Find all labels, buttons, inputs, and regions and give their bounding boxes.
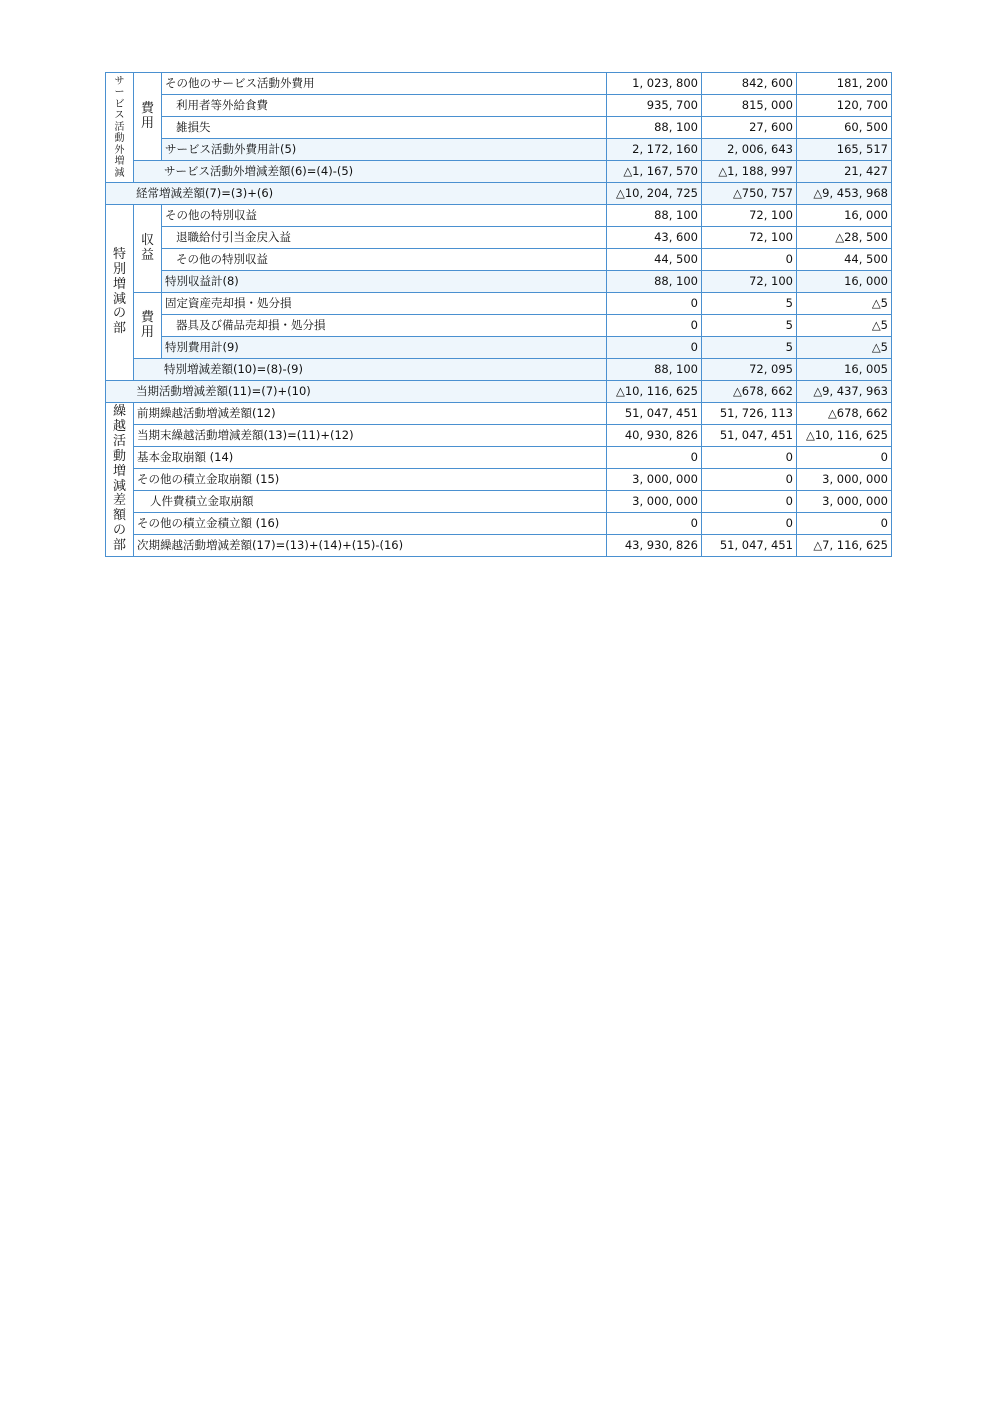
section-nonservice: サ ー ビ ス 活 動 外 増 減 (106, 73, 134, 183)
value-cell-3: △9, 453, 968 (797, 183, 892, 205)
value-cell-2: 51, 726, 113 (702, 403, 797, 425)
value-cell-2: △678, 662 (702, 381, 797, 403)
value-cell-2: 5 (702, 293, 797, 315)
value-cell-3: 16, 000 (797, 205, 892, 227)
value-cell-1: 0 (607, 293, 702, 315)
table-row (106, 249, 892, 271)
value-cell-1: 0 (607, 447, 702, 469)
row-label: サービス活動外増減差額(6)=(4)-(5) (134, 161, 607, 183)
row-label: 特別収益計(8) (162, 271, 607, 293)
value-cell-2: 842, 600 (702, 73, 797, 95)
table-row (106, 469, 892, 491)
value-cell-3: 21, 427 (797, 161, 892, 183)
value-cell-2: 51, 047, 451 (702, 425, 797, 447)
value-cell-3: △678, 662 (797, 403, 892, 425)
value-cell-2: 815, 000 (702, 95, 797, 117)
table-row (106, 95, 892, 117)
value-cell-2: △750, 757 (702, 183, 797, 205)
table-row (106, 161, 892, 183)
value-cell-3: △5 (797, 337, 892, 359)
value-cell-1: 3, 000, 000 (607, 491, 702, 513)
row-label: 固定資産売却損・処分損 (162, 293, 607, 315)
value-cell-3: △28, 500 (797, 227, 892, 249)
group-special-expense: 費 用 (134, 293, 162, 359)
row-label: 特別増減差額(10)=(8)-(9) (134, 359, 607, 381)
value-cell-3: 3, 000, 000 (797, 491, 892, 513)
value-cell-1: 88, 100 (607, 117, 702, 139)
row-label: その他の特別収益 (162, 249, 607, 271)
value-cell-1: 88, 100 (607, 271, 702, 293)
value-cell-3: △7, 116, 625 (797, 535, 892, 557)
table-row (106, 425, 892, 447)
table-row (106, 535, 892, 557)
value-cell-1: △1, 167, 570 (607, 161, 702, 183)
value-cell-2: 5 (702, 315, 797, 337)
section-special: 特 別 増 減 の 部 (106, 205, 134, 381)
value-cell-3: 181, 200 (797, 73, 892, 95)
value-cell-2: 0 (702, 469, 797, 491)
table-row (106, 315, 892, 337)
value-cell-2: 27, 600 (702, 117, 797, 139)
table-row (106, 205, 892, 227)
value-cell-1: 51, 047, 451 (607, 403, 702, 425)
table-row (106, 139, 892, 161)
value-cell-3: 0 (797, 447, 892, 469)
value-cell-1: 2, 172, 160 (607, 139, 702, 161)
value-cell-1: 0 (607, 315, 702, 337)
row-label: 当期活動増減差額(11)=(7)+(10) (106, 381, 607, 403)
value-cell-3: △5 (797, 293, 892, 315)
activity-statement-table (105, 72, 892, 557)
row-label: 人件費積立金取崩額 (134, 491, 607, 513)
value-cell-1: 43, 600 (607, 227, 702, 249)
table-row (106, 403, 892, 425)
row-label: その他の特別収益 (162, 205, 607, 227)
value-cell-1: 40, 930, 826 (607, 425, 702, 447)
value-cell-2: 72, 100 (702, 227, 797, 249)
value-cell-2: 0 (702, 513, 797, 535)
table-row (106, 227, 892, 249)
row-label: 雑損失 (162, 117, 607, 139)
row-label: その他の積立金積立額 (16) (134, 513, 607, 535)
table-row (106, 337, 892, 359)
value-cell-1: △10, 116, 625 (607, 381, 702, 403)
value-cell-1: 43, 930, 826 (607, 535, 702, 557)
value-cell-3: △5 (797, 315, 892, 337)
value-cell-2: 0 (702, 249, 797, 271)
value-cell-1: 44, 500 (607, 249, 702, 271)
value-cell-2: 0 (702, 491, 797, 513)
table-row (106, 381, 892, 403)
value-cell-3: 120, 700 (797, 95, 892, 117)
table-row (106, 271, 892, 293)
value-cell-1: 0 (607, 337, 702, 359)
value-cell-3: 0 (797, 513, 892, 535)
value-cell-1: 88, 100 (607, 205, 702, 227)
row-label: 利用者等外給食費 (162, 95, 607, 117)
value-cell-3: 16, 005 (797, 359, 892, 381)
value-cell-2: 72, 095 (702, 359, 797, 381)
value-cell-2: 0 (702, 447, 797, 469)
value-cell-3: 3, 000, 000 (797, 469, 892, 491)
row-label: サービス活動外費用計(5) (162, 139, 607, 161)
table-row (106, 491, 892, 513)
value-cell-1: 3, 000, 000 (607, 469, 702, 491)
table-row (106, 183, 892, 205)
row-label: その他の積立金取崩額 (15) (134, 469, 607, 491)
row-label: 基本金取崩額 (14) (134, 447, 607, 469)
row-label: その他のサービス活動外費用 (162, 73, 607, 95)
value-cell-2: 72, 100 (702, 271, 797, 293)
value-cell-1: 88, 100 (607, 359, 702, 381)
value-cell-3: 60, 500 (797, 117, 892, 139)
row-label: 退職給付引当金戻入益 (162, 227, 607, 249)
row-label: 前期繰越活動増減差額(12) (134, 403, 607, 425)
row-label: 当期末繰越活動増減差額(13)=(11)+(12) (134, 425, 607, 447)
table-row (106, 293, 892, 315)
table-row (106, 117, 892, 139)
table-row (106, 73, 892, 95)
value-cell-2: 72, 100 (702, 205, 797, 227)
value-cell-2: 5 (702, 337, 797, 359)
value-cell-1: △10, 204, 725 (607, 183, 702, 205)
row-label: 経常増減差額(7)=(3)+(6) (106, 183, 607, 205)
value-cell-2: 51, 047, 451 (702, 535, 797, 557)
value-cell-3: 44, 500 (797, 249, 892, 271)
value-cell-3: △9, 437, 963 (797, 381, 892, 403)
value-cell-1: 1, 023, 800 (607, 73, 702, 95)
section-carryover: 繰 越 活 動 増 減 差 額 の 部 (106, 403, 134, 557)
row-label: 特別費用計(9) (162, 337, 607, 359)
value-cell-1: 935, 700 (607, 95, 702, 117)
value-cell-3: 165, 517 (797, 139, 892, 161)
row-label: 次期繰越活動増減差額(17)=(13)+(14)+(15)-(16) (134, 535, 607, 557)
value-cell-1: 0 (607, 513, 702, 535)
table-row (106, 513, 892, 535)
value-cell-2: △1, 188, 997 (702, 161, 797, 183)
group-special-income: 収 益 (134, 205, 162, 293)
group-nonservice-expense: 費 用 (134, 73, 162, 161)
table-row (106, 447, 892, 469)
value-cell-2: 2, 006, 643 (702, 139, 797, 161)
table-row (106, 359, 892, 381)
value-cell-3: 16, 000 (797, 271, 892, 293)
value-cell-3: △10, 116, 625 (797, 425, 892, 447)
row-label: 器具及び備品売却損・処分損 (162, 315, 607, 337)
